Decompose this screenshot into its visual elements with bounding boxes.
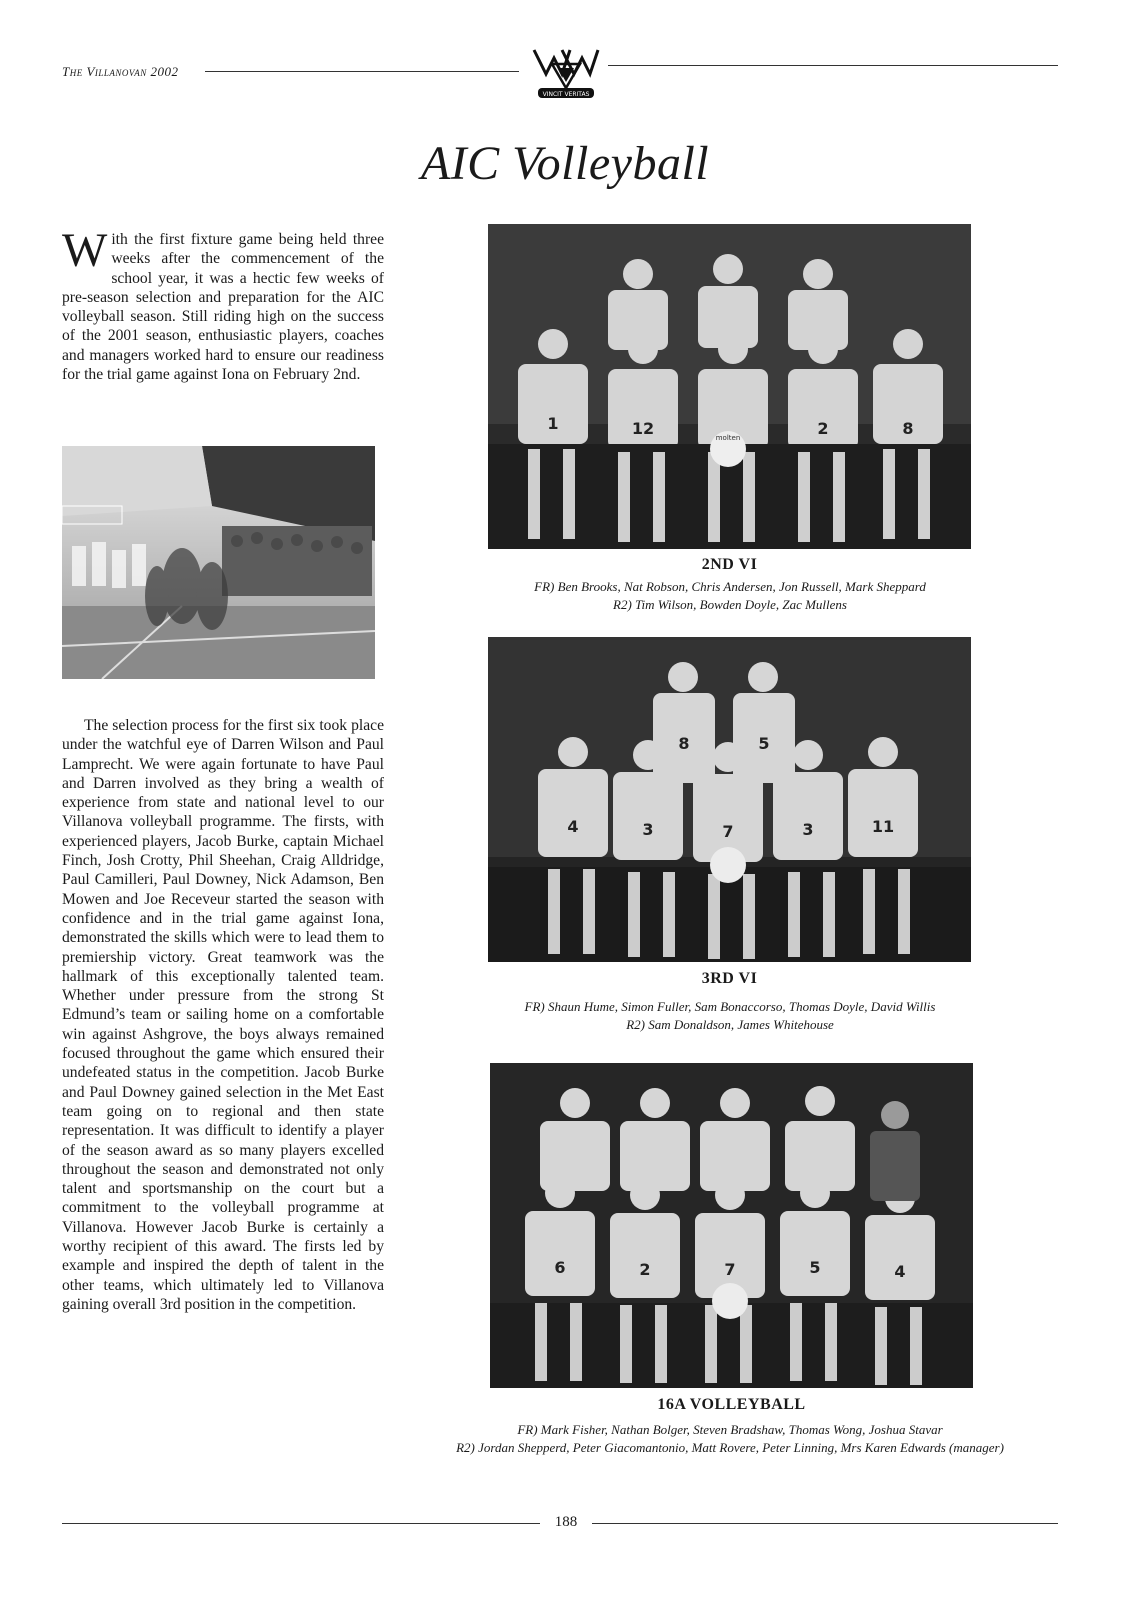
rear-row-names: R2) Sam Donaldson, James Whitehouse [626,1017,834,1032]
team-photo-3rd-vi [488,637,971,962]
team-photo-2nd-vi [488,224,971,549]
header-rule-right [608,65,1058,66]
jersey-number: 4 [894,1262,906,1281]
school-crest-icon [528,44,604,102]
jersey-number: 8 [902,419,914,438]
team-title-16a: 16A VOLLEYBALL [657,1396,806,1413]
rear-row-names: R2) Jordan Shepperd, Peter Giacomantonio, Matt Rovere, Peter Linning, Mrs Karen Edwards (manager) [456,1440,1004,1455]
jersey-number: 5 [758,734,770,753]
header-rule-left [205,71,519,72]
jersey-number: 5 [809,1258,821,1277]
jersey-number: 2 [639,1260,651,1279]
front-row-names: FR) Mark Fisher, Nathan Bolger, Steven Bradshaw, Thomas Wong, Joshua Stavar [517,1422,943,1437]
jersey-number: 1 [547,414,559,433]
front-row-names: FR) Ben Brooks, Nat Robson, Chris Andersen, Jon Russell, Mark Sheppard [534,579,926,594]
jersey-number: 8 [678,734,690,753]
body-paragraph: The selection process for the first six took place under the watchful eye of Darren Wilson and Paul Lamprecht. We were again fortunate to have Paul and Darren involved as they bring a wealth of experience from state and national level to our Villanova volleyball programme. The firsts, with experienced players, Jacob Burke, captain Michael Finch, Josh Crotty, Phil Sheehan, Craig Alldridge, Paul Camilleri, Paul Downey, Nick Adamson, Ben Mowen and Joe Receveur started the season with confidence and in the trial game against Iona, demonstrated the skills which were to lead them to premiership victory. Great teamwork was the hallmark of this exceptionally talented team. Whether under pressure from the strong St Edmund’s team or sailing home on a comfortable win against Ashgrove, the boys always remained focused throughout the game which ensured their undefeated status in the competition. Jacob Burke and Paul Downey gained selection in the Met East team going on to regional and then state representation. It was difficult to identify a player of the season award as so many players excelled throughout the season and demonstrated not only talent and sportsmanship on the court but a commitment to the volleyball programme at Villanova. However Jacob Burke is certainly a worthy recipient of this award. The firsts led by example and inspired the depth of talent in the other teams, which ultimately led to Villanova gaining overall 3rd position in the competition. [62,717,384,1313]
jersey-number: 3 [802,820,814,839]
jersey-number: 7 [722,822,734,841]
jersey-number: 6 [554,1258,566,1277]
jersey-number: 2 [817,419,829,438]
team-names-2nd-vi [440,578,1020,614]
team-title-3rd-vi: 3RD VI [701,970,758,987]
page-number: 188 [540,1514,592,1531]
gym-match-photo [62,446,375,679]
jersey-number: 11 [871,817,895,836]
jersey-number: 7 [724,1260,736,1279]
intro-text: ith the first fixture game being held three weeks after the commencement of the school year, it was a hectic few weeks of pre-season selection and preparation for the AIC volleyball season. Still riding high on the success of the 2001 season, enthusiastic players, coaches and managers worked hard to ensure our readiness for the trial game against Iona on February 2nd. [62,231,384,384]
crest-motto: VINCIT VERITAS [542,91,590,98]
intro-paragraph [62,224,384,384]
rear-row-names: R2) Tim Wilson, Bowden Doyle, Zac Mullens [613,597,847,612]
front-row-names: FR) Shaun Hume, Simon Fuller, Sam Bonaccorso, Thomas Doyle, David Willis [524,999,936,1014]
jersey-number: 4 [567,817,579,836]
jersey-number: 3 [642,820,654,839]
team-photo-16a [490,1063,973,1388]
team-names-16a [380,1421,1080,1457]
drop-cap: W [62,224,108,277]
team-title-2nd-vi: 2ND VI [701,556,758,573]
ball-label: molten [715,434,741,442]
jersey-number: 12 [631,419,655,438]
article-title: AIC Volleyball [420,137,710,190]
team-names-3rd-vi [440,998,1020,1034]
publication-header: The Villanovan 2002 [62,64,179,79]
